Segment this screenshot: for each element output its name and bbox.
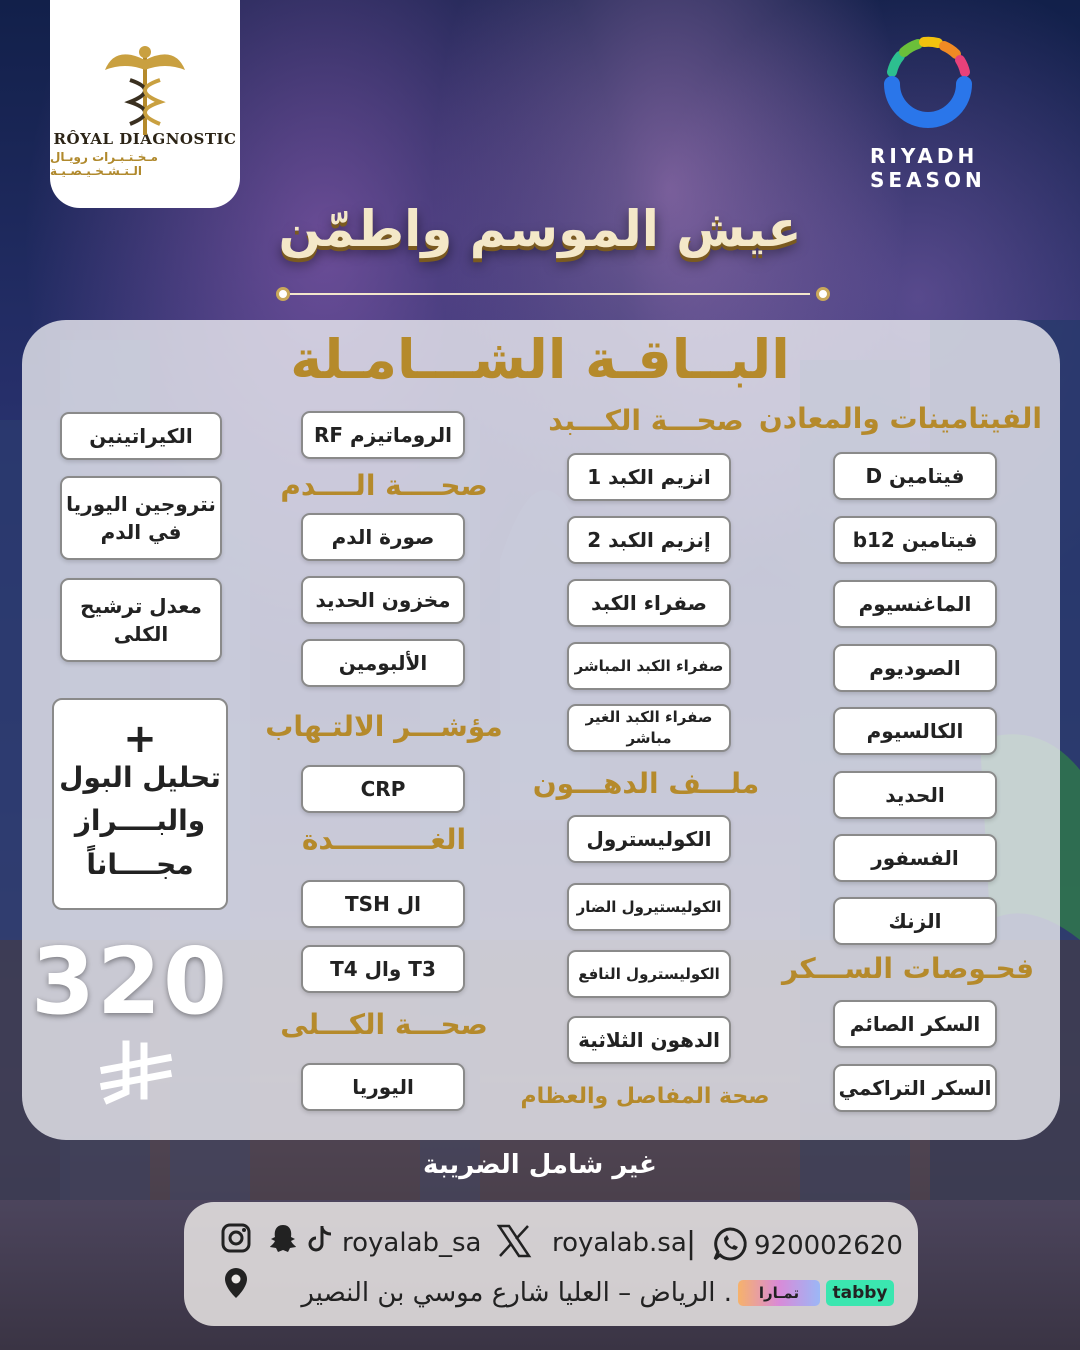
social-handle[interactable]: royalab_sa [342,1228,482,1258]
test-zinc: الزنك [833,897,997,945]
test-direct-bilirubin: صفراء الكبد المباشر [567,642,731,690]
location-pin-icon [222,1266,250,1302]
section-liver-title: صحـــة الكـــبد [548,404,744,437]
test-hdl: الكوليسترول النافع [567,950,731,998]
test-crp: CRP [301,765,465,813]
test-bun: نتروجين اليوريا في الدم [60,476,222,560]
whatsapp-icon[interactable] [712,1226,748,1262]
riyadh-season-ring-icon [878,32,978,132]
test-phosphorus: الفسفور [833,834,997,882]
section-sugar-title: فحـوصات الســـكر [781,952,1035,985]
riyadh-season-text: RIYADH SEASON [870,144,986,192]
section-thyroid-title: الغــــــــــدة [301,823,467,856]
free-offer-line1: تحليل البول [59,760,221,794]
royal-diagnostic-logo [50,0,240,208]
royal-logo-english: RÔYAL DIAGNOSTIC [53,130,237,148]
test-fasting-sugar: السكر الصائم [833,1000,997,1048]
website-handle[interactable]: royalab.sa [552,1228,687,1258]
test-triglycerides: الدهون الثلاثية [567,1016,731,1064]
test-urea: اليوريا [301,1063,465,1111]
saudi-riyal-symbol-icon [100,1040,174,1106]
footer-separator: | [686,1226,697,1261]
test-sodium: الصوديوم [833,644,997,692]
test-hba1c: السكر التراكمي [833,1064,997,1112]
test-tsh: ال TSH [301,880,465,928]
test-creatinine: الكيراتينين [60,412,222,460]
test-ldl: الكوليستيرول الضار [567,883,731,931]
test-indirect-bilirubin: صفراء الكبد الغير مباشر [567,704,731,752]
test-t3-t4: T3 وال T4 [301,945,465,993]
free-offer-line2: والبــــراز [74,804,206,838]
tamara-badge: تمـارا [738,1280,820,1306]
royal-logo-arabic: مـخـتـبـرات رويـال الـتـشـخـيـصـيـة [50,150,158,178]
divider-dot-left [276,287,290,301]
tabby-badge: tabby [826,1280,894,1306]
instagram-icon[interactable] [220,1222,252,1254]
section-vitamins-title: الفيتامينات والمعادن [758,402,1042,435]
caduceus-logo-icon [100,40,190,140]
phone-number[interactable]: 920002620 [754,1231,903,1261]
tiktok-icon[interactable] [306,1224,334,1254]
test-vitamin-d: فيتامين D [833,452,997,500]
section-joints-title: صحة المفاصل والعظام [520,1084,770,1109]
riyadh-season-logo [858,32,998,192]
package-title: البــاقـة الشـــامـلة [290,328,790,391]
divider-dot-right [816,287,830,301]
test-egfr: معدل ترشيح الكلى [60,578,222,662]
headline-divider [290,293,810,295]
test-liver-enzyme-1: انزيم الكبد 1 [567,453,731,501]
test-liver-enzyme-2: إنزيم الكبد 2 [567,516,731,564]
test-vitamin-b12: فيتامين b12 [833,516,997,564]
test-ferritin: مخزون الحديد [301,576,465,624]
address: . الرياض – العليا شارع موسي بن النصير [301,1278,732,1308]
section-lipids-title: ملـــف الدهـــون [532,767,760,800]
test-iron: الحديد [833,771,997,819]
tax-note: غير شامل الضريبة [423,1150,657,1180]
plus-icon: + [123,715,157,762]
headline: عيش الموسم واطمّن [278,200,802,258]
test-magnesium: الماغنسيوم [833,580,997,628]
snapchat-icon[interactable] [266,1222,300,1256]
package-price: 320 [30,928,230,1035]
section-inflammation-title: مؤشـــر الالتـهاب [265,710,503,743]
free-offer-line3: مجــــاناً [86,847,194,881]
test-rf: الروماتيزم RF [301,411,465,459]
free-urine-stool-offer [52,698,228,910]
section-blood-title: صحــــة الــــدم [280,469,488,502]
x-twitter-icon[interactable] [496,1224,532,1258]
test-bilirubin: صفراء الكبد [567,579,731,627]
section-kidney-title: صحـــة الكـــلى [280,1008,488,1041]
test-cbc: صورة الدم [301,513,465,561]
test-cholesterol: الكوليسترول [567,815,731,863]
test-albumin: الألبومين [301,639,465,687]
test-calcium: الكالسيوم [833,707,997,755]
